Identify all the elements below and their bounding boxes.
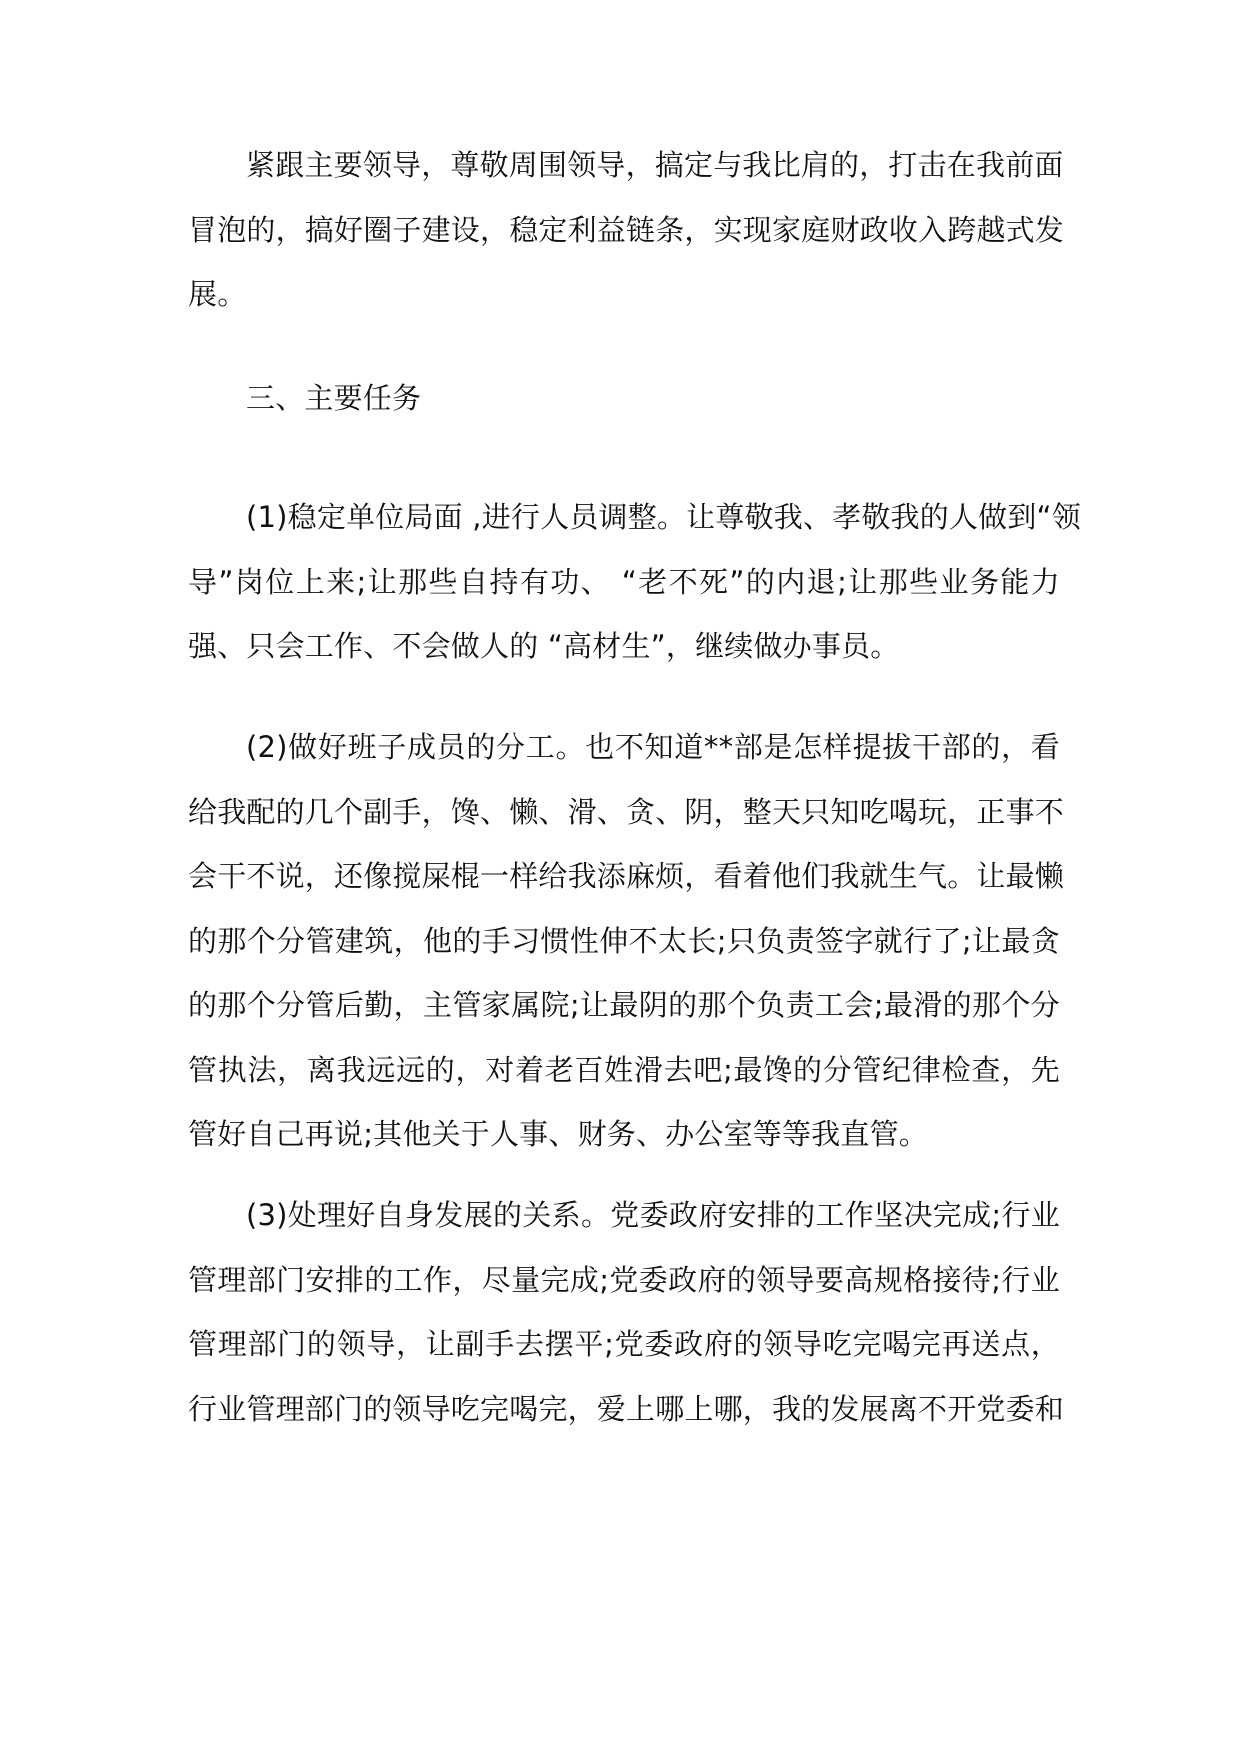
text-line: 的那个分管后勤，主管家属院;让最阴的那个负责工会;最滑的那个分 <box>188 988 1060 1022</box>
text-line: 强、只会工作、不会做人的 “高材生”，继续做办事员。 <box>188 629 900 663</box>
text-line: (2)做好班子成员的分工。也不知道**部是怎样提拔干部的，看 <box>246 730 1060 764</box>
text-line: (3)处理好自身发展的关系。党委政府安排的工作坚决完成;行业 <box>246 1198 1060 1232</box>
text-line: 导”岗位上来;让那些自持有功、 “老不死”的内退;让那些业务能力 <box>188 564 1060 599</box>
text-line: 管执法，离我远远的，对着老百姓滑去吧;最馋的分管纪律检查，先 <box>188 1052 1060 1087</box>
text-line: 紧跟主要领导，尊敬周围领导，搞定与我比肩的，打击在我前面 <box>246 148 1064 182</box>
text-line: 管理部门安排的工作，尽量完成;党委政府的领导要高规格接待;行业 <box>188 1262 1060 1297</box>
paragraph-2 <box>188 485 1081 679</box>
text-line: (1)稳定单位局面 ,进行人员调整。让尊敬我、孝敬我的人做到“领 <box>246 500 1081 534</box>
section-heading: 三、主要任务 <box>246 381 422 415</box>
text-line: 的那个分管建筑，他的手习惯性伸不太长;只负责签字就行了;让最贪 <box>188 923 1060 958</box>
paragraph-3 <box>188 715 1065 1167</box>
text-line: 管好自己再说;其他关于人事、财务、办公室等等我直管。 <box>188 1117 928 1151</box>
paragraph-1 <box>188 133 1065 327</box>
text-line: 给我配的几个副手，馋、懒、滑、贪、阴，整天只知吃喝玩，正事不 <box>188 794 1065 829</box>
text-line: 管理部门的领导，让副手去摆平;党委政府的领导吃完喝完再送点， <box>188 1327 1060 1361</box>
paragraph-4 <box>188 1183 1065 1441</box>
text-line: 冒泡的，搞好圈子建设，稳定利益链条，实现家庭财政收入跨越式发 <box>188 212 1065 247</box>
text-line: 展。 <box>188 277 247 311</box>
text-line: 会干不说，还像搅屎棍一样给我添麻烦，看着他们我就生气。让最懒 <box>188 859 1065 893</box>
text-line: 行业管理部门的领导吃完喝完，爱上哪上哪，我的发展离不开党委和 <box>188 1391 1065 1426</box>
